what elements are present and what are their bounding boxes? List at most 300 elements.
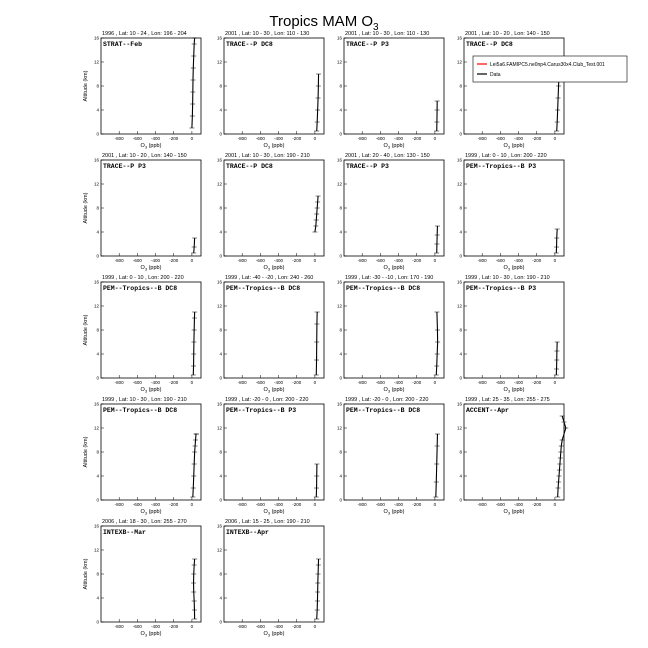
- x-tick-label: -600: [255, 624, 265, 629]
- y-tick-label: 8: [96, 449, 99, 455]
- y-axis-label: Altitude (km): [83, 314, 89, 346]
- x-tick-label: -400: [514, 380, 524, 385]
- y-tick-label: 0: [339, 131, 342, 137]
- panel-frame: [464, 160, 564, 256]
- panel-header: 2001 , Lat: 10 - 20 , Lon: 140 - 150: [465, 31, 550, 37]
- y-tick-label: 8: [219, 205, 222, 211]
- panel-18: [217, 519, 324, 638]
- x-tick-label: -800: [477, 380, 487, 385]
- y-tick-label: 12: [456, 425, 462, 431]
- series-line-data: [316, 464, 317, 497]
- x-axis-label-main: O: [140, 265, 145, 271]
- x-tick-label: -400: [514, 136, 524, 141]
- x-tick-label: 0: [190, 136, 194, 141]
- panel-campaign: TRACE--P DC8: [466, 41, 513, 48]
- x-axis-label-main: O: [140, 509, 145, 515]
- x-axis-label: [141, 143, 162, 150]
- x-axis-label-main: O: [263, 509, 268, 515]
- y-tick-label: 4: [219, 229, 222, 235]
- y-tick-label: 0: [459, 253, 462, 259]
- x-axis-label-main: O: [263, 265, 268, 271]
- panel-header: 2001 , Lat: 10 - 20 , Lon: 140 - 150: [102, 153, 187, 159]
- y-axis-label: Altitude (km): [83, 70, 89, 102]
- panel-1: [83, 31, 201, 150]
- x-tick-label: -600: [255, 502, 265, 507]
- panel-4: [457, 31, 627, 150]
- series-line-data: [194, 238, 195, 253]
- x-tick-label: -200: [412, 136, 422, 141]
- x-axis-label: [264, 387, 285, 394]
- x-axis-label: [504, 509, 525, 516]
- y-tick-label: 12: [93, 181, 99, 187]
- y-tick-label: 12: [216, 425, 222, 431]
- y-tick-label: 12: [93, 547, 99, 553]
- y-tick-label: 12: [216, 547, 222, 553]
- panel-frame: [344, 404, 444, 500]
- x-axis-label-main: O: [263, 387, 268, 393]
- panel-10: [217, 275, 324, 394]
- x-axis-label-sub: 3: [267, 388, 271, 394]
- x-tick-label: -600: [132, 502, 142, 507]
- series-line-data: [193, 312, 194, 375]
- panel-frame: [464, 282, 564, 378]
- y-tick-label: 8: [219, 83, 222, 89]
- x-tick-label: -800: [357, 258, 367, 263]
- y-axis-label: Altitude (km): [83, 192, 89, 224]
- x-axis-label-sub: 3: [387, 266, 391, 272]
- y-tick-label: 12: [336, 425, 342, 431]
- x-axis-label-unit: (ppb): [510, 143, 525, 149]
- x-tick-label: -600: [132, 136, 142, 141]
- x-axis-label-main: O: [263, 143, 268, 149]
- y-tick-label: 8: [219, 327, 222, 333]
- panel-campaign: TRACE--P P3: [346, 163, 389, 170]
- x-tick-label: -600: [375, 502, 385, 507]
- panel-header: 1996 , Lat: 10 - 24 , Lon: 196 - 204: [102, 31, 187, 37]
- y-tick-label: 8: [339, 83, 342, 89]
- y-tick-label: 12: [336, 59, 342, 65]
- panel-campaign: PEM--Tropics--B DC8: [346, 285, 421, 292]
- x-tick-label: -800: [237, 624, 247, 629]
- y-tick-label: 16: [336, 401, 342, 407]
- panel-header: 2001 , Lat: 10 - 30 , Lon: 190 - 210: [225, 153, 310, 159]
- x-axis-label-sub: 3: [507, 388, 511, 394]
- y-tick-label: 0: [219, 375, 222, 381]
- y-tick-label: 0: [339, 497, 342, 503]
- y-tick-label: 8: [96, 83, 99, 89]
- panel-7: [337, 153, 444, 272]
- legend-label: Lei5a6.FAMIPC5.ne0np4.Carus30x4.Club_Test.001: [490, 62, 605, 68]
- y-tick-label: 16: [456, 401, 462, 407]
- x-tick-label: -200: [292, 380, 302, 385]
- panel-header: 1999 , Lat: 25 - 35 , Lon: 255 - 275: [465, 397, 550, 403]
- panel-frame: [101, 282, 201, 378]
- y-tick-label: 12: [216, 59, 222, 65]
- x-tick-label: 0: [313, 502, 317, 507]
- x-axis-label-sub: 3: [144, 144, 148, 150]
- x-tick-label: -800: [237, 380, 247, 385]
- x-axis-label-sub: 3: [267, 266, 271, 272]
- x-axis-label-unit: (ppb): [390, 509, 405, 515]
- y-axis-label: Altitude (km): [83, 558, 89, 590]
- x-axis-label-sub: 3: [387, 510, 391, 516]
- x-axis-label-unit: (ppb): [390, 387, 405, 393]
- x-axis-label: [264, 265, 285, 272]
- x-tick-label: 0: [190, 502, 194, 507]
- x-axis-label-sub: 3: [387, 144, 391, 150]
- x-axis-label-sub: 3: [267, 510, 271, 516]
- panel-campaign: PEM--Tropics--B DC8: [103, 407, 178, 414]
- x-tick-label: -600: [132, 258, 142, 263]
- x-tick-label: -800: [114, 380, 124, 385]
- y-tick-label: 12: [456, 59, 462, 65]
- x-tick-label: -400: [394, 380, 404, 385]
- y-tick-label: 8: [459, 83, 462, 89]
- y-tick-label: 0: [459, 375, 462, 381]
- panel-frame: [224, 160, 324, 256]
- y-tick-label: 16: [216, 157, 222, 163]
- x-tick-label: 0: [190, 258, 194, 263]
- y-tick-label: 12: [336, 303, 342, 309]
- y-tick-label: 0: [459, 131, 462, 137]
- x-axis-label-unit: (ppb): [390, 265, 405, 271]
- x-tick-label: -200: [292, 624, 302, 629]
- panel-campaign: TRACE--P DC8: [226, 41, 273, 48]
- y-tick-label: 8: [459, 327, 462, 333]
- x-axis-label-sub: 3: [144, 632, 148, 638]
- series-line-data: [436, 434, 438, 497]
- x-axis-label: [504, 143, 525, 150]
- y-tick-label: 8: [219, 449, 222, 455]
- x-axis-label-sub: 3: [144, 388, 148, 394]
- y-tick-label: 16: [93, 157, 99, 163]
- x-tick-label: -200: [292, 258, 302, 263]
- x-tick-label: 0: [553, 502, 557, 507]
- x-tick-label: -800: [237, 502, 247, 507]
- x-tick-label: -600: [132, 624, 142, 629]
- x-axis-label-sub: 3: [507, 144, 511, 150]
- x-axis-label-main: O: [383, 265, 388, 271]
- y-tick-label: 12: [93, 303, 99, 309]
- y-tick-label: 4: [96, 595, 99, 601]
- panels: [83, 31, 627, 638]
- figure-title: [269, 13, 379, 33]
- panel-frame: [101, 160, 201, 256]
- x-tick-label: -800: [477, 502, 487, 507]
- x-axis-label: [504, 387, 525, 394]
- y-tick-label: 4: [96, 351, 99, 357]
- panel-frame: [224, 404, 324, 500]
- x-axis-label-unit: (ppb): [270, 143, 285, 149]
- panel-campaign: PEM--Tropics--B DC8: [103, 285, 178, 292]
- y-tick-label: 4: [219, 595, 222, 601]
- panel-frame: [344, 282, 444, 378]
- panel-header: 2006 , Lat: 15 - 25 , Lon: 190 - 210: [225, 519, 310, 525]
- panel-header: 1999 , Lat: 10 - 30 , Lon: 190 - 210: [102, 397, 187, 403]
- x-tick-label: -800: [237, 258, 247, 263]
- x-tick-label: -400: [151, 258, 161, 263]
- x-tick-label: -600: [255, 136, 265, 141]
- x-tick-label: 0: [433, 258, 437, 263]
- y-tick-label: 0: [219, 497, 222, 503]
- y-tick-label: 0: [96, 619, 99, 625]
- x-tick-label: -200: [532, 258, 542, 263]
- x-axis-label-sub: 3: [267, 144, 271, 150]
- panel-5: [83, 153, 201, 272]
- x-tick-label: -600: [375, 258, 385, 263]
- y-tick-label: 16: [456, 279, 462, 285]
- y-tick-label: 8: [96, 205, 99, 211]
- panel-frame: [464, 404, 564, 500]
- panel-header: 1999 , Lat: -40 - -20 , Lon: 240 - 260: [225, 275, 314, 281]
- x-tick-label: -200: [532, 502, 542, 507]
- x-tick-label: -400: [151, 624, 161, 629]
- x-axis-label-main: O: [140, 631, 145, 637]
- panel-6: [217, 153, 324, 272]
- figure-title-main: Tropics MAM O: [269, 13, 374, 30]
- panel-header: 1999 , Lat: 10 - 30 , Lon: 190 - 210: [465, 275, 550, 281]
- x-tick-label: 0: [553, 136, 557, 141]
- series-line-data: [436, 312, 437, 375]
- x-tick-label: -800: [114, 624, 124, 629]
- x-axis-label-unit: (ppb): [147, 143, 162, 149]
- x-axis-label-sub: 3: [144, 510, 148, 516]
- x-tick-label: -200: [532, 136, 542, 141]
- x-axis-label: [384, 143, 405, 150]
- series-line-data: [193, 434, 197, 497]
- x-tick-label: -600: [255, 258, 265, 263]
- x-axis-label-unit: (ppb): [270, 631, 285, 637]
- x-axis-label-unit: (ppb): [147, 265, 162, 271]
- panel-frame: [224, 282, 324, 378]
- x-tick-label: -400: [274, 502, 284, 507]
- panel-header: 2001 , Lat: 10 - 30 , Lon: 110 - 130: [225, 31, 310, 37]
- panel-campaign: PEM--Tropics--B P3: [226, 407, 297, 414]
- y-tick-label: 0: [96, 131, 99, 137]
- x-axis-label-sub: 3: [144, 266, 148, 272]
- y-tick-label: 4: [459, 107, 462, 113]
- x-tick-label: -400: [394, 258, 404, 263]
- y-tick-label: 16: [336, 35, 342, 41]
- panel-header: 1999 , Lat: -30 - -10 , Lon: 170 - 190: [345, 275, 434, 281]
- panel-campaign: TRACE--P P3: [103, 163, 146, 170]
- y-tick-label: 0: [459, 497, 462, 503]
- panel-header: 1999 , Lat: -20 - 0 , Lon: 200 - 220: [345, 397, 429, 403]
- x-tick-label: -400: [394, 136, 404, 141]
- x-axis-label-unit: (ppb): [147, 509, 162, 515]
- x-tick-label: -400: [151, 380, 161, 385]
- panel-campaign: STRAT--Feb: [103, 41, 143, 48]
- y-tick-label: 4: [96, 107, 99, 113]
- x-axis-label: [141, 631, 162, 638]
- y-tick-label: 0: [219, 131, 222, 137]
- y-tick-label: 8: [459, 449, 462, 455]
- panel-header: 1999 , Lat: 0 - 10 , Lon: 200 - 220: [102, 275, 184, 281]
- x-tick-label: 0: [433, 380, 437, 385]
- x-axis-label-main: O: [383, 143, 388, 149]
- x-axis-label-unit: (ppb): [147, 387, 162, 393]
- legend: [473, 56, 627, 82]
- x-axis-label: [264, 143, 285, 150]
- legend-label: Data: [490, 72, 501, 78]
- y-tick-label: 16: [336, 279, 342, 285]
- x-axis-label-main: O: [503, 265, 508, 271]
- x-tick-label: -800: [237, 136, 247, 141]
- x-axis-label: [384, 509, 405, 516]
- y-tick-label: 8: [96, 571, 99, 577]
- x-tick-label: 0: [313, 136, 317, 141]
- panel-2: [217, 31, 324, 150]
- x-tick-label: -200: [412, 258, 422, 263]
- panel-frame: [224, 526, 324, 622]
- y-tick-label: 12: [456, 181, 462, 187]
- panel-frame: [101, 404, 201, 500]
- y-tick-label: 16: [216, 523, 222, 529]
- x-tick-label: -200: [169, 258, 179, 263]
- figure-title-sub: 3: [373, 22, 379, 33]
- y-tick-label: 8: [96, 327, 99, 333]
- y-tick-label: 12: [216, 181, 222, 187]
- x-tick-label: -600: [375, 136, 385, 141]
- panel-campaign: PEM--Tropics--B DC8: [346, 407, 421, 414]
- x-axis-label-main: O: [140, 387, 145, 393]
- y-tick-label: 4: [339, 107, 342, 113]
- y-tick-label: 16: [216, 401, 222, 407]
- x-tick-label: -800: [357, 136, 367, 141]
- x-axis-label-unit: (ppb): [510, 509, 525, 515]
- panel-frame: [344, 160, 444, 256]
- x-tick-label: -400: [514, 258, 524, 263]
- x-axis-label: [141, 265, 162, 272]
- x-tick-label: 0: [553, 380, 557, 385]
- panel-campaign: PEM--Tropics--B P3: [466, 163, 537, 170]
- panel-campaign: TRACE--P DC8: [226, 163, 273, 170]
- x-tick-label: -600: [132, 380, 142, 385]
- x-tick-label: -600: [495, 136, 505, 141]
- panel-campaign: INTEXB--Apr: [226, 529, 269, 536]
- x-axis-label-main: O: [503, 509, 508, 515]
- panel-frame: [224, 38, 324, 134]
- x-tick-label: -200: [292, 502, 302, 507]
- y-tick-label: 0: [219, 619, 222, 625]
- x-axis-label: [141, 387, 162, 394]
- legend-box: [473, 56, 627, 82]
- x-tick-label: 0: [433, 136, 437, 141]
- y-tick-label: 16: [456, 35, 462, 41]
- y-tick-label: 0: [339, 253, 342, 259]
- x-axis-label-main: O: [140, 143, 145, 149]
- series-line-data: [437, 226, 438, 253]
- x-axis-label-main: O: [503, 143, 508, 149]
- series-line-data: [317, 74, 319, 131]
- panel-8: [457, 153, 564, 272]
- panel-16: [457, 397, 568, 516]
- y-tick-label: 4: [339, 473, 342, 479]
- x-tick-label: -200: [169, 624, 179, 629]
- x-tick-label: 0: [313, 380, 317, 385]
- y-tick-label: 8: [459, 205, 462, 211]
- x-axis-label-unit: (ppb): [390, 143, 405, 149]
- panel-frame: [101, 38, 201, 134]
- x-tick-label: 0: [433, 502, 437, 507]
- x-axis-label-sub: 3: [387, 388, 391, 394]
- panel-campaign: PEM--Tropics--B DC8: [226, 285, 301, 292]
- x-axis-label-unit: (ppb): [510, 265, 525, 271]
- panel-3: [337, 31, 444, 150]
- series-line-data: [556, 229, 557, 253]
- x-axis-label-sub: 3: [507, 266, 511, 272]
- y-tick-label: 4: [339, 351, 342, 357]
- x-axis-label-unit: (ppb): [147, 631, 162, 637]
- x-tick-label: -600: [495, 258, 505, 263]
- y-tick-label: 12: [216, 303, 222, 309]
- x-tick-label: -200: [292, 136, 302, 141]
- y-tick-label: 4: [96, 229, 99, 235]
- x-tick-label: -400: [514, 502, 524, 507]
- series-line-data: [192, 38, 195, 128]
- y-tick-label: 0: [96, 375, 99, 381]
- panel-campaign: PEM--Tropics--B P3: [466, 285, 537, 292]
- x-tick-label: -400: [394, 502, 404, 507]
- panel-13: [83, 397, 201, 516]
- y-tick-label: 8: [219, 571, 222, 577]
- y-tick-label: 8: [339, 327, 342, 333]
- x-axis-label-main: O: [383, 509, 388, 515]
- y-tick-label: 16: [216, 279, 222, 285]
- x-tick-label: 0: [313, 258, 317, 263]
- x-tick-label: -400: [151, 502, 161, 507]
- y-tick-label: 8: [339, 449, 342, 455]
- y-tick-label: 16: [93, 35, 99, 41]
- x-tick-label: -600: [495, 502, 505, 507]
- y-tick-label: 4: [459, 473, 462, 479]
- x-axis-label-unit: (ppb): [270, 387, 285, 393]
- panel-campaign: INTEXB--Mar: [103, 529, 146, 536]
- series-line-data: [557, 74, 559, 131]
- panel-12: [457, 275, 564, 394]
- y-tick-label: 4: [219, 473, 222, 479]
- y-tick-label: 4: [459, 351, 462, 357]
- y-tick-label: 12: [93, 59, 99, 65]
- panel-frame: [101, 526, 201, 622]
- x-axis-label-main: O: [503, 387, 508, 393]
- x-tick-label: 0: [313, 624, 317, 629]
- y-tick-label: 4: [219, 351, 222, 357]
- x-axis-label-sub: 3: [507, 510, 511, 516]
- y-tick-label: 8: [339, 205, 342, 211]
- x-tick-label: -200: [169, 136, 179, 141]
- y-axis-label: Altitude (km): [83, 436, 89, 468]
- y-tick-label: 0: [96, 497, 99, 503]
- panel-17: [83, 519, 201, 638]
- x-axis-label-unit: (ppb): [270, 265, 285, 271]
- x-axis-label: [384, 387, 405, 394]
- y-tick-label: 0: [339, 375, 342, 381]
- x-tick-label: 0: [190, 380, 194, 385]
- x-tick-label: -400: [274, 380, 284, 385]
- x-tick-label: -800: [114, 258, 124, 263]
- y-tick-label: 4: [219, 107, 222, 113]
- x-tick-label: -600: [495, 380, 505, 385]
- y-tick-label: 4: [339, 229, 342, 235]
- y-tick-label: 12: [456, 303, 462, 309]
- x-axis-label-main: O: [383, 387, 388, 393]
- x-tick-label: -200: [169, 502, 179, 507]
- y-tick-label: 12: [336, 181, 342, 187]
- x-tick-label: -800: [114, 136, 124, 141]
- x-axis-label: [264, 509, 285, 516]
- panel-frame: [464, 38, 564, 134]
